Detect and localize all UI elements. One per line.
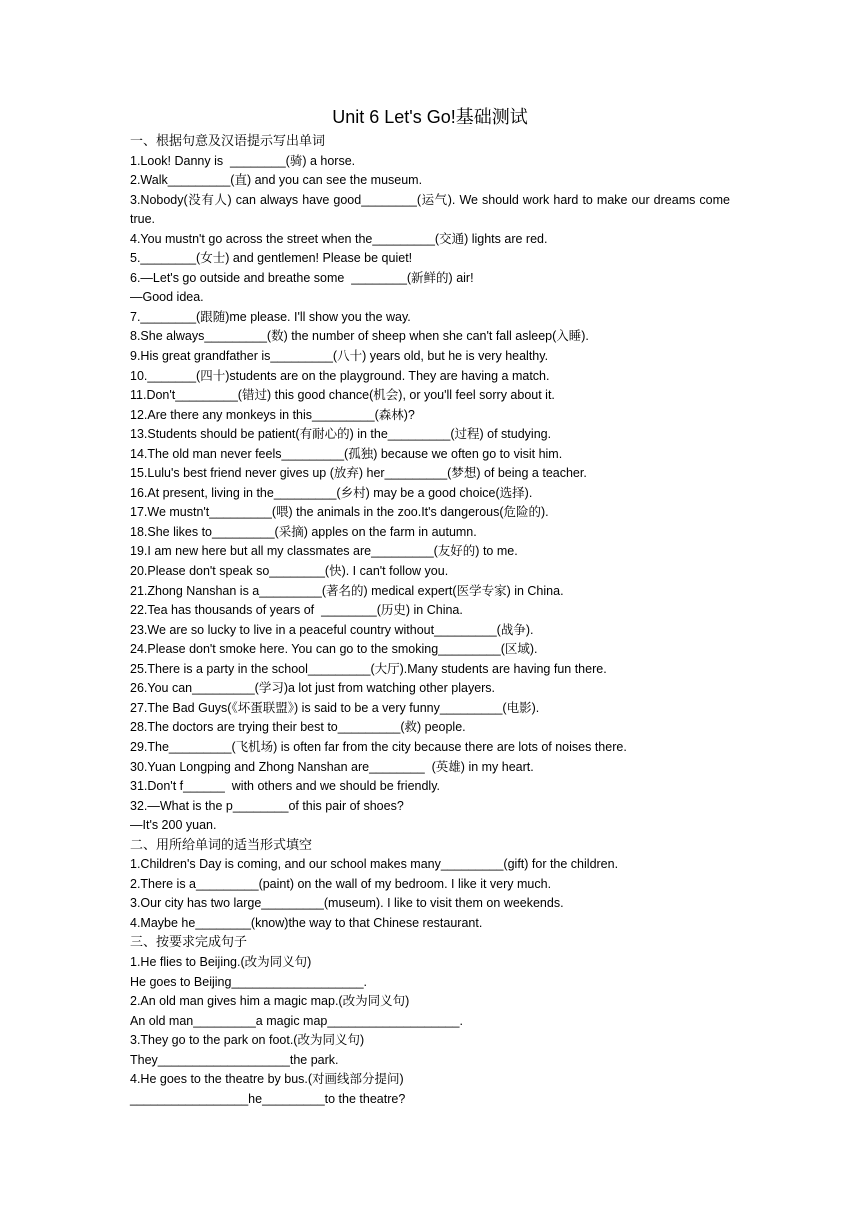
question-line: 30.Yuan Longping and Zhong Nanshan are________ (英雄) in my heart. [130, 759, 534, 774]
question-line: He goes to Beijing___________________. [130, 974, 368, 989]
question-line: 27.The Bad Guys(《坏蛋联盟》) is said to be a very funny_________(电影). [130, 700, 540, 715]
question-line: 14.The old man never feels_________(孤独) because we often go to visit him. [130, 446, 563, 461]
question-line: 24.Please don't smoke here. You can go to the smoking_________(区域). [130, 642, 538, 657]
question-line: 23.We are so lucky to live in a peaceful country without_________(战争). [130, 622, 534, 637]
document-content [130, 106, 734, 1109]
question-line: 4.He goes to the theatre by bus.(对画线部分提问) [130, 1072, 404, 1087]
question-line: 29.The_________(飞机场) is often far from the city because there are lots of noises there. [130, 739, 627, 754]
question-line: An old man_________a magic map___________________. [130, 1013, 463, 1028]
question-line: 1.He flies to Beijing.(改为同义句) [130, 954, 312, 969]
question-line: 12.Are there any monkeys in this_________(森林)? [130, 407, 415, 422]
question-line: 26.You can_________(学习)a lot just from watching other players. [130, 681, 496, 696]
question-line: 19.I am new here but all my classmates are_________(友好的) to me. [130, 544, 518, 559]
question-line: 2.Walk_________(直) and you can see the museum. [130, 173, 423, 188]
question-line: —It's 200 yuan. [130, 818, 217, 833]
question-line: 5.________(女士) and gentlemen! Please be quiet! [130, 251, 413, 266]
question-line: 25.There is a party in the school_________(大厅).Many students are having fun there. [130, 661, 607, 676]
question-line: 1.Children's Day is coming, and our school makes many_________(gift) for the children. [130, 857, 619, 872]
question-line: 2.An old man gives him a magic map.(改为同义句) [130, 994, 410, 1009]
section-heading: 三、按要求完成句子 [130, 935, 248, 951]
section-heading: 一、根据句意及汉语提示写出单词 [130, 134, 326, 149]
question-line: 3.Our city has two large_________(museum). I like to visit them on weekends. [130, 896, 564, 911]
question-line: 3.They go to the park on foot.(改为同义句) [130, 1033, 365, 1048]
question-line: 17.We mustn't_________(喂) the animals in the zoo.It's dangerous(危险的). [130, 505, 549, 520]
question-line: 4.You mustn't go across the street when the_________(交通) lights are red. [130, 231, 548, 246]
question-line: 6.—Let's go outside and breathe some ________(新鲜的) air! [130, 270, 474, 285]
question-line: 10._______(四十)students are on the playground. They are having a match. [130, 368, 550, 383]
question-line: 11.Don't_________(错过) this good chance(机会), or you'll feel sorry about it. [130, 388, 555, 403]
question-line: 28.The doctors are trying their best to_________(救) people. [130, 720, 466, 735]
section-heading: 二、用所给单词的适当形式填空 [130, 837, 313, 853]
question-line: 3.Nobody(没有人) can always have good________(运气). We should work hard to make our dreams come true. [130, 192, 734, 227]
question-line: 16.At present, living in the_________(乡村) may be a good choice(选择). [130, 485, 533, 500]
question-line: 15.Lulu's best friend never gives up (放弃) her_________(梦想) of being a teacher. [130, 466, 587, 481]
question-line: —Good idea. [130, 290, 204, 305]
question-line: 13.Students should be patient(有耐心的) in the_________(过程) of studying. [130, 427, 552, 442]
question-line: _________________he_________to the theatre? [130, 1091, 406, 1106]
question-line: 32.—What is the p________of this pair of shoes? [130, 798, 404, 813]
question-line: 21.Zhong Nanshan is a_________(著名的) medical expert(医学专家) in China. [130, 583, 564, 598]
question-line: 20.Please don't speak so________(快). I can't follow you. [130, 564, 449, 579]
question-line: 8.She always_________(数) the number of sheep when she can't fall asleep(入睡). [130, 329, 589, 344]
document-title: Unit 6 Let's Go!基础测试 [332, 107, 528, 127]
question-line: They___________________the park. [130, 1052, 339, 1067]
question-list [130, 132, 734, 1109]
question-line: 18.She likes to_________(采摘) apples on the farm in autumn. [130, 524, 477, 539]
question-line: 31.Don't f______ with others and we should be friendly. [130, 779, 440, 794]
question-line: 2.There is a_________(paint) on the wall of my bedroom. I like it very much. [130, 876, 552, 891]
question-line: 4.Maybe he________(know)the way to that Chinese restaurant. [130, 915, 483, 930]
question-line: 7.________(跟随)me please. I'll show you the way. [130, 309, 411, 324]
question-line: 9.His great grandfather is_________(八十) years old, but he is very healthy. [130, 349, 549, 364]
question-line: 22.Tea has thousands of years of ________(历史) in China. [130, 603, 463, 618]
question-line: 1.Look! Danny is ________(骑) a horse. [130, 153, 356, 168]
